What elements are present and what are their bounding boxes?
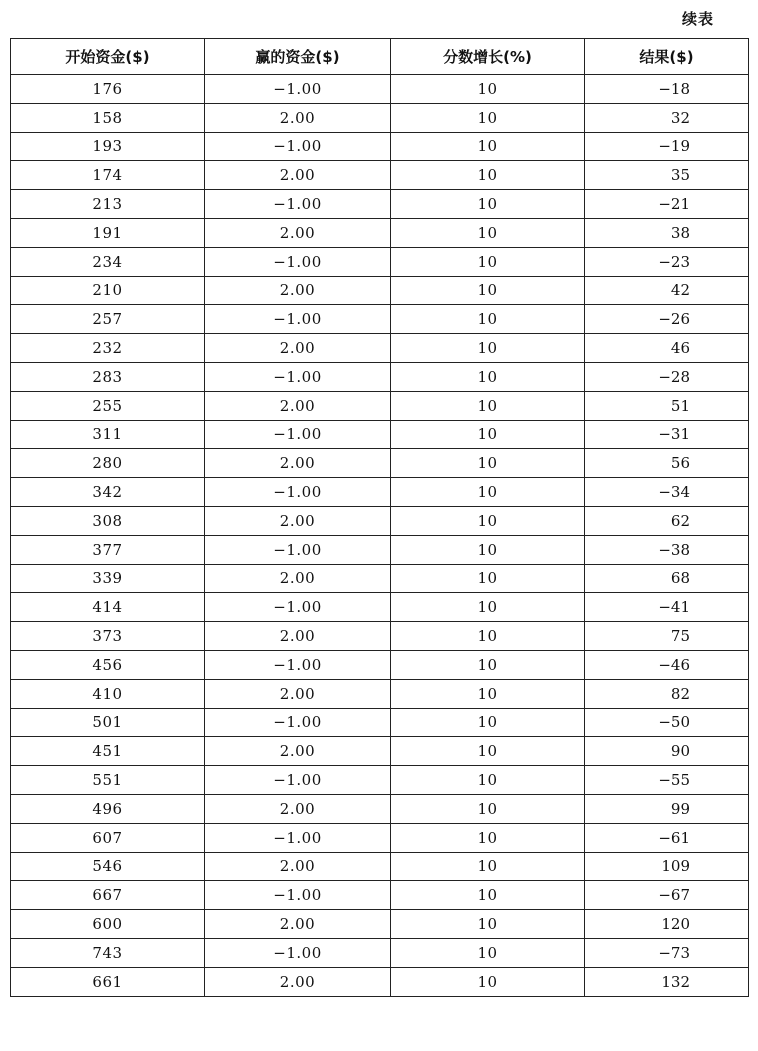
header-winnings: 赢的资金($): [205, 39, 391, 75]
cell-growth: 10: [391, 334, 585, 363]
table-row: [11, 420, 749, 449]
continued-label: 续表: [681, 10, 714, 28]
cell-won: −1.00: [205, 766, 391, 795]
cell-won: 2.00: [205, 218, 391, 247]
cell-growth: 10: [391, 247, 585, 276]
cell-won: 2.00: [205, 737, 391, 766]
cell-growth: 10: [391, 564, 585, 593]
table-row: [11, 362, 749, 391]
header-result: 结果($): [585, 39, 749, 75]
cell-start: 174: [11, 161, 205, 190]
cell-result: 56: [585, 449, 749, 478]
cell-won: 2.00: [205, 679, 391, 708]
table-row: [11, 766, 749, 795]
cell-growth: 10: [391, 622, 585, 651]
cell-result: 32: [585, 103, 749, 132]
cell-won: 2.00: [205, 506, 391, 535]
table-row: [11, 506, 749, 535]
table-row: [11, 708, 749, 737]
cell-start: 193: [11, 132, 205, 161]
table-row: [11, 593, 749, 622]
cell-result: 46: [585, 334, 749, 363]
cell-won: −1.00: [205, 478, 391, 507]
cell-start: 600: [11, 910, 205, 939]
cell-growth: 10: [391, 75, 585, 104]
cell-start: 667: [11, 881, 205, 910]
cell-result: −21: [585, 190, 749, 219]
cell-result: 51: [585, 391, 749, 420]
table-row: [11, 334, 749, 363]
cell-start: 280: [11, 449, 205, 478]
cell-result: 42: [585, 276, 749, 305]
cell-won: −1.00: [205, 420, 391, 449]
table-row: [11, 564, 749, 593]
cell-growth: 10: [391, 881, 585, 910]
cell-result: 132: [585, 967, 749, 996]
cell-growth: 10: [391, 852, 585, 881]
cell-result: −26: [585, 305, 749, 334]
cell-won: −1.00: [205, 881, 391, 910]
cell-growth: 10: [391, 132, 585, 161]
table-row: [11, 881, 749, 910]
cell-result: −50: [585, 708, 749, 737]
table-row: [11, 478, 749, 507]
cell-won: 2.00: [205, 564, 391, 593]
cell-growth: 10: [391, 593, 585, 622]
header-starting-funds: 开始资金($): [11, 39, 205, 75]
cell-growth: 10: [391, 967, 585, 996]
cell-start: 551: [11, 766, 205, 795]
cell-growth: 10: [391, 737, 585, 766]
table-row: [11, 132, 749, 161]
table-row: [11, 910, 749, 939]
cell-won: 2.00: [205, 622, 391, 651]
cell-result: −46: [585, 650, 749, 679]
cell-won: 2.00: [205, 276, 391, 305]
cell-growth: 10: [391, 362, 585, 391]
cell-won: 2.00: [205, 449, 391, 478]
data-table: [10, 38, 749, 997]
table-row: [11, 305, 749, 334]
cell-result: −73: [585, 938, 749, 967]
table-row: [11, 938, 749, 967]
cell-won: −1.00: [205, 708, 391, 737]
cell-won: 2.00: [205, 161, 391, 190]
cell-won: 2.00: [205, 103, 391, 132]
cell-result: 75: [585, 622, 749, 651]
cell-won: −1.00: [205, 593, 391, 622]
table-row: [11, 391, 749, 420]
cell-won: −1.00: [205, 650, 391, 679]
cell-result: −19: [585, 132, 749, 161]
header-fraction-growth: 分数增长(%): [391, 39, 585, 75]
table-row: [11, 650, 749, 679]
cell-start: 255: [11, 391, 205, 420]
table-row: [11, 622, 749, 651]
table-row: [11, 218, 749, 247]
cell-start: 210: [11, 276, 205, 305]
cell-growth: 10: [391, 938, 585, 967]
cell-growth: 10: [391, 161, 585, 190]
table-row: [11, 103, 749, 132]
table-row: [11, 535, 749, 564]
cell-won: −1.00: [205, 190, 391, 219]
cell-result: −18: [585, 75, 749, 104]
cell-won: 2.00: [205, 967, 391, 996]
cell-start: 414: [11, 593, 205, 622]
table-row: [11, 852, 749, 881]
cell-growth: 10: [391, 391, 585, 420]
cell-start: 451: [11, 737, 205, 766]
table-row: [11, 449, 749, 478]
table-row: [11, 161, 749, 190]
cell-growth: 10: [391, 708, 585, 737]
cell-start: 213: [11, 190, 205, 219]
cell-start: 661: [11, 967, 205, 996]
cell-growth: 10: [391, 650, 585, 679]
cell-start: 377: [11, 535, 205, 564]
cell-growth: 10: [391, 305, 585, 334]
cell-start: 158: [11, 103, 205, 132]
cell-result: 35: [585, 161, 749, 190]
table-row: [11, 679, 749, 708]
cell-start: 373: [11, 622, 205, 651]
cell-result: 109: [585, 852, 749, 881]
cell-start: 743: [11, 938, 205, 967]
cell-start: 410: [11, 679, 205, 708]
cell-growth: 10: [391, 190, 585, 219]
cell-result: −61: [585, 823, 749, 852]
cell-won: 2.00: [205, 391, 391, 420]
cell-won: −1.00: [205, 938, 391, 967]
cell-start: 234: [11, 247, 205, 276]
table-row: [11, 823, 749, 852]
cell-growth: 10: [391, 535, 585, 564]
cell-won: −1.00: [205, 535, 391, 564]
cell-growth: 10: [391, 478, 585, 507]
table-row: [11, 276, 749, 305]
cell-start: 176: [11, 75, 205, 104]
cell-result: 62: [585, 506, 749, 535]
cell-start: 191: [11, 218, 205, 247]
cell-won: −1.00: [205, 247, 391, 276]
cell-start: 257: [11, 305, 205, 334]
cell-won: 2.00: [205, 852, 391, 881]
cell-start: 308: [11, 506, 205, 535]
cell-result: −67: [585, 881, 749, 910]
cell-start: 607: [11, 823, 205, 852]
cell-start: 456: [11, 650, 205, 679]
table-row: [11, 247, 749, 276]
cell-result: −38: [585, 535, 749, 564]
cell-growth: 10: [391, 218, 585, 247]
cell-result: −23: [585, 247, 749, 276]
cell-start: 546: [11, 852, 205, 881]
cell-start: 496: [11, 794, 205, 823]
table-row: [11, 75, 749, 104]
cell-won: 2.00: [205, 910, 391, 939]
cell-start: 501: [11, 708, 205, 737]
cell-result: −55: [585, 766, 749, 795]
cell-growth: 10: [391, 910, 585, 939]
cell-growth: 10: [391, 276, 585, 305]
cell-growth: 10: [391, 420, 585, 449]
header-row: [11, 39, 749, 75]
cell-won: −1.00: [205, 132, 391, 161]
cell-result: −31: [585, 420, 749, 449]
cell-growth: 10: [391, 679, 585, 708]
cell-start: 283: [11, 362, 205, 391]
cell-won: −1.00: [205, 305, 391, 334]
table-body: [11, 75, 749, 997]
cell-result: 82: [585, 679, 749, 708]
cell-result: 99: [585, 794, 749, 823]
cell-won: 2.00: [205, 334, 391, 363]
cell-start: 232: [11, 334, 205, 363]
cell-growth: 10: [391, 823, 585, 852]
cell-result: −41: [585, 593, 749, 622]
cell-start: 342: [11, 478, 205, 507]
table-row: [11, 794, 749, 823]
cell-result: 90: [585, 737, 749, 766]
cell-growth: 10: [391, 506, 585, 535]
cell-won: 2.00: [205, 794, 391, 823]
cell-start: 339: [11, 564, 205, 593]
cell-growth: 10: [391, 766, 585, 795]
cell-result: 120: [585, 910, 749, 939]
cell-won: −1.00: [205, 823, 391, 852]
table-row: [11, 190, 749, 219]
cell-won: −1.00: [205, 75, 391, 104]
cell-result: 38: [585, 218, 749, 247]
cell-won: −1.00: [205, 362, 391, 391]
table-row: [11, 967, 749, 996]
table-row: [11, 737, 749, 766]
cell-start: 311: [11, 420, 205, 449]
cell-result: −28: [585, 362, 749, 391]
cell-result: −34: [585, 478, 749, 507]
cell-growth: 10: [391, 449, 585, 478]
cell-result: 68: [585, 564, 749, 593]
cell-growth: 10: [391, 103, 585, 132]
cell-growth: 10: [391, 794, 585, 823]
